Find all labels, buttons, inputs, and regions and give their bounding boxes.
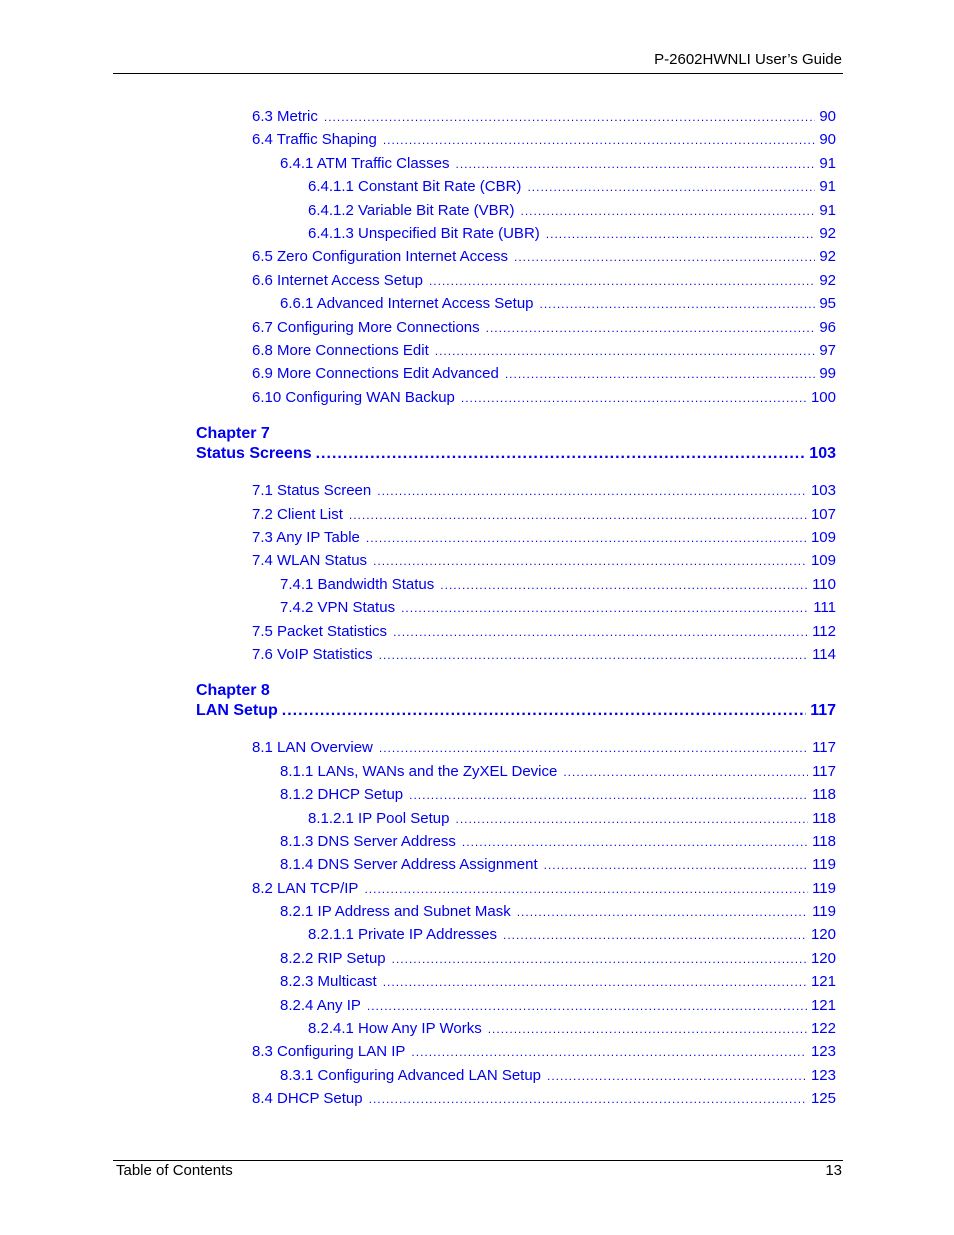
toc-entry-label: 8.4 DHCP Setup: [252, 1090, 363, 1107]
toc-entry-label: 6.5 Zero Configuration Internet Access: [252, 248, 508, 265]
dot-leader: [505, 365, 815, 383]
chapter-title: LAN Setup: [196, 702, 278, 719]
dot-leader: [456, 810, 809, 828]
toc-entry[interactable]: [280, 295, 836, 313]
toc-entry-page: 112: [812, 623, 836, 640]
toc-entry[interactable]: [252, 739, 836, 757]
toc-entry[interactable]: [280, 599, 836, 617]
toc-entry[interactable]: [280, 576, 836, 594]
toc-entry-label: 6.4.1.3 Unspecified Bit Rate (UBR): [308, 225, 540, 242]
toc-entry-label: 8.2.2 RIP Setup: [280, 950, 386, 967]
dot-leader: [409, 786, 808, 804]
toc-entry-label: 8.3.1 Configuring Advanced LAN Setup: [280, 1067, 542, 1084]
toc-entry-label: 7.4.2 VPN Status: [280, 599, 396, 616]
toc-entry-page: 114: [812, 646, 836, 663]
dot-leader: [366, 529, 807, 547]
dot-leader: [486, 319, 816, 337]
toc-entry-page: 92: [819, 248, 836, 265]
dot-leader: [411, 1043, 807, 1061]
toc-entry-label: 8.1.2 DHCP Setup: [280, 786, 404, 803]
toc-entry-page: 96: [819, 319, 836, 336]
toc-entry-page: 118: [812, 786, 836, 803]
toc-entry-page: 119: [812, 903, 836, 920]
dot-leader: [520, 202, 815, 220]
toc-entry-page: 91: [819, 178, 836, 195]
toc-entry[interactable]: [252, 248, 836, 266]
dot-leader: [440, 576, 808, 594]
toc-entry-page: 109: [810, 529, 836, 546]
toc-entry-label: 6.8 More Connections Edit: [252, 342, 429, 359]
toc-entry[interactable]: [280, 950, 836, 968]
toc-entry-label: 7.4 WLAN Status: [252, 552, 368, 569]
toc-entry-label: 7.5 Packet Statistics: [252, 623, 388, 640]
dot-leader: [544, 856, 808, 874]
dot-leader: [369, 1090, 807, 1108]
toc-entry[interactable]: [252, 319, 836, 337]
toc-entry-page: 99: [819, 365, 836, 382]
dot-leader: [435, 342, 816, 360]
toc-entry-label: 8.2.1 IP Address and Subnet Mask: [280, 903, 511, 920]
chapter-number[interactable]: Chapter 8: [196, 682, 270, 699]
dot-leader: [367, 997, 807, 1015]
dot-leader: [563, 763, 808, 781]
toc-entry-label: 6.4.1.1 Constant Bit Rate (CBR): [308, 178, 522, 195]
toc-entry-page: 117: [812, 739, 836, 756]
dot-leader: [282, 702, 806, 720]
toc-entry-page: 111: [813, 599, 836, 616]
toc-entry[interactable]: [280, 786, 836, 804]
toc-entry-label: 8.1.4 DNS Server Address Assignment: [280, 856, 538, 873]
chapter-number[interactable]: Chapter 7: [196, 425, 270, 442]
chapter-title: Status Screens: [196, 445, 312, 462]
toc-entry[interactable]: [252, 880, 836, 898]
toc-entry-page: 109: [810, 552, 836, 569]
dot-leader: [462, 833, 808, 851]
toc-entry[interactable]: [280, 155, 836, 173]
toc-entry-label: 6.4 Traffic Shaping: [252, 131, 377, 148]
toc-entry-page: 107: [810, 506, 836, 523]
dot-leader: [373, 552, 807, 570]
toc-entry-label: 6.6 Internet Access Setup: [252, 272, 423, 289]
toc-entry-page: 92: [819, 225, 836, 242]
toc-entry-label: 8.2.3 Multicast: [280, 973, 377, 990]
toc-entry[interactable]: [280, 763, 836, 781]
chapter-title-entry[interactable]: [196, 702, 836, 720]
dot-leader: [540, 295, 816, 313]
toc-entry-label: 6.4.1.2 Variable Bit Rate (VBR): [308, 202, 515, 219]
toc-entry-page: 110: [812, 576, 836, 593]
toc-entry-label: 8.1.1 LANs, WANs and the ZyXEL Device: [280, 763, 558, 780]
toc-entry-page: 125: [810, 1090, 836, 1107]
toc-entry-page: 100: [810, 389, 836, 406]
dot-leader: [517, 903, 808, 921]
toc-entry-label: 6.4.1 ATM Traffic Classes: [280, 155, 450, 172]
dot-leader: [349, 506, 807, 524]
toc-entry-page: 119: [812, 880, 836, 897]
dot-leader: [461, 389, 807, 407]
toc-entry-page: 95: [819, 295, 836, 312]
chapter-page: 103: [809, 445, 836, 462]
dot-leader: [514, 248, 815, 266]
dot-leader: [488, 1020, 807, 1038]
toc-entry-label: 6.9 More Connections Edit Advanced: [252, 365, 499, 382]
toc-entry[interactable]: [280, 833, 836, 851]
toc-entry-label: 8.2.4 Any IP: [280, 997, 361, 1014]
toc-entry-page: 123: [810, 1043, 836, 1060]
toc-entry-label: 8.2 LAN TCP/IP: [252, 880, 359, 897]
toc-entry[interactable]: [308, 178, 836, 196]
toc-entry[interactable]: [252, 646, 836, 664]
toc-entry[interactable]: [252, 482, 836, 500]
toc-entry-page: 103: [810, 482, 836, 499]
dot-leader: [429, 272, 815, 290]
toc-entry-page: 90: [819, 108, 836, 125]
toc-entry-label: 8.3 Configuring LAN IP: [252, 1043, 406, 1060]
toc-entry-page: 118: [812, 810, 836, 827]
toc-entry[interactable]: [252, 389, 836, 407]
dot-leader: [377, 482, 807, 500]
toc-entry[interactable]: [252, 1090, 836, 1108]
chapter-page: 117: [810, 702, 836, 719]
toc-entry-page: 121: [810, 973, 836, 990]
toc-entry-page: 120: [810, 950, 836, 967]
dot-leader: [379, 739, 808, 757]
toc-entry[interactable]: [252, 506, 836, 524]
header-rule: [113, 73, 843, 74]
dot-leader: [392, 950, 807, 968]
toc-entry-label: 7.4.1 Bandwidth Status: [280, 576, 435, 593]
dot-leader: [379, 646, 808, 664]
toc-entry[interactable]: [308, 225, 836, 243]
dot-leader: [401, 599, 809, 617]
toc-entry[interactable]: [308, 810, 836, 828]
toc-entry-label: 6.6.1 Advanced Internet Access Setup: [280, 295, 534, 312]
footer-section-title: Table of Contents: [116, 1162, 233, 1179]
toc-entry[interactable]: [308, 926, 836, 944]
toc-entry[interactable]: [280, 997, 836, 1015]
dot-leader: [316, 445, 806, 463]
dot-leader: [547, 1067, 807, 1085]
toc-entry-page: 121: [810, 997, 836, 1014]
dot-leader: [456, 155, 816, 173]
toc-entry-page: 92: [819, 272, 836, 289]
toc-entry[interactable]: [280, 903, 836, 921]
toc-entry-page: 91: [819, 202, 836, 219]
toc-entry-page: 91: [819, 155, 836, 172]
toc-entry-label: 8.2.1.1 Private IP Addresses: [308, 926, 498, 943]
toc-entry[interactable]: [280, 856, 836, 874]
toc-entry[interactable]: [252, 131, 836, 149]
dot-leader: [383, 973, 807, 991]
dot-leader: [393, 623, 808, 641]
toc-entry[interactable]: [252, 365, 836, 383]
dot-leader: [324, 108, 815, 126]
toc-entry-page: 123: [810, 1067, 836, 1084]
toc-entry-page: 117: [812, 763, 836, 780]
toc-entry-label: 8.1 LAN Overview: [252, 739, 373, 756]
dot-leader: [503, 926, 807, 944]
toc-entry[interactable]: [252, 272, 836, 290]
toc-entry[interactable]: [252, 108, 836, 126]
toc-entry-page: 90: [819, 131, 836, 148]
toc-entry-page: 120: [810, 926, 836, 943]
chapter-title-entry[interactable]: [196, 445, 836, 463]
toc-entry[interactable]: [252, 552, 836, 570]
toc-entry[interactable]: [280, 1067, 836, 1085]
toc-entry-label: 7.6 VoIP Statistics: [252, 646, 373, 663]
toc-entry-page: 118: [812, 833, 836, 850]
dot-leader: [364, 880, 808, 898]
dot-leader: [546, 225, 816, 243]
toc-entry-label: 8.1.2.1 IP Pool Setup: [308, 810, 450, 827]
toc-entry-label: 8.2.4.1 How Any IP Works: [308, 1020, 482, 1037]
toc-entry-label: 7.3 Any IP Table: [252, 529, 360, 546]
dot-leader: [383, 131, 816, 149]
toc-entry[interactable]: [252, 1043, 836, 1061]
dot-leader: [527, 178, 815, 196]
toc-entry[interactable]: [308, 1020, 836, 1038]
toc-entry[interactable]: [252, 529, 836, 547]
footer-rule: [113, 1160, 843, 1161]
toc-entry-label: 6.3 Metric: [252, 108, 318, 125]
toc-entry-label: 6.7 Configuring More Connections: [252, 319, 480, 336]
document-header-title: P-2602HWNLI User’s Guide: [654, 51, 842, 68]
toc-entry[interactable]: [308, 202, 836, 220]
footer-page-number: 13: [825, 1162, 842, 1179]
toc-entry-label: 6.10 Configuring WAN Backup: [252, 389, 455, 406]
toc-entry-label: 8.1.3 DNS Server Address: [280, 833, 456, 850]
toc-entry-page: 97: [819, 342, 836, 359]
toc-entry[interactable]: [252, 623, 836, 641]
toc-entry-label: 7.1 Status Screen: [252, 482, 372, 499]
toc-entry-label: 7.2 Client List: [252, 506, 343, 523]
toc-entry[interactable]: [252, 342, 836, 360]
toc-entry[interactable]: [280, 973, 836, 991]
toc-entry-page: 119: [812, 856, 836, 873]
toc-entry-page: 122: [810, 1020, 836, 1037]
